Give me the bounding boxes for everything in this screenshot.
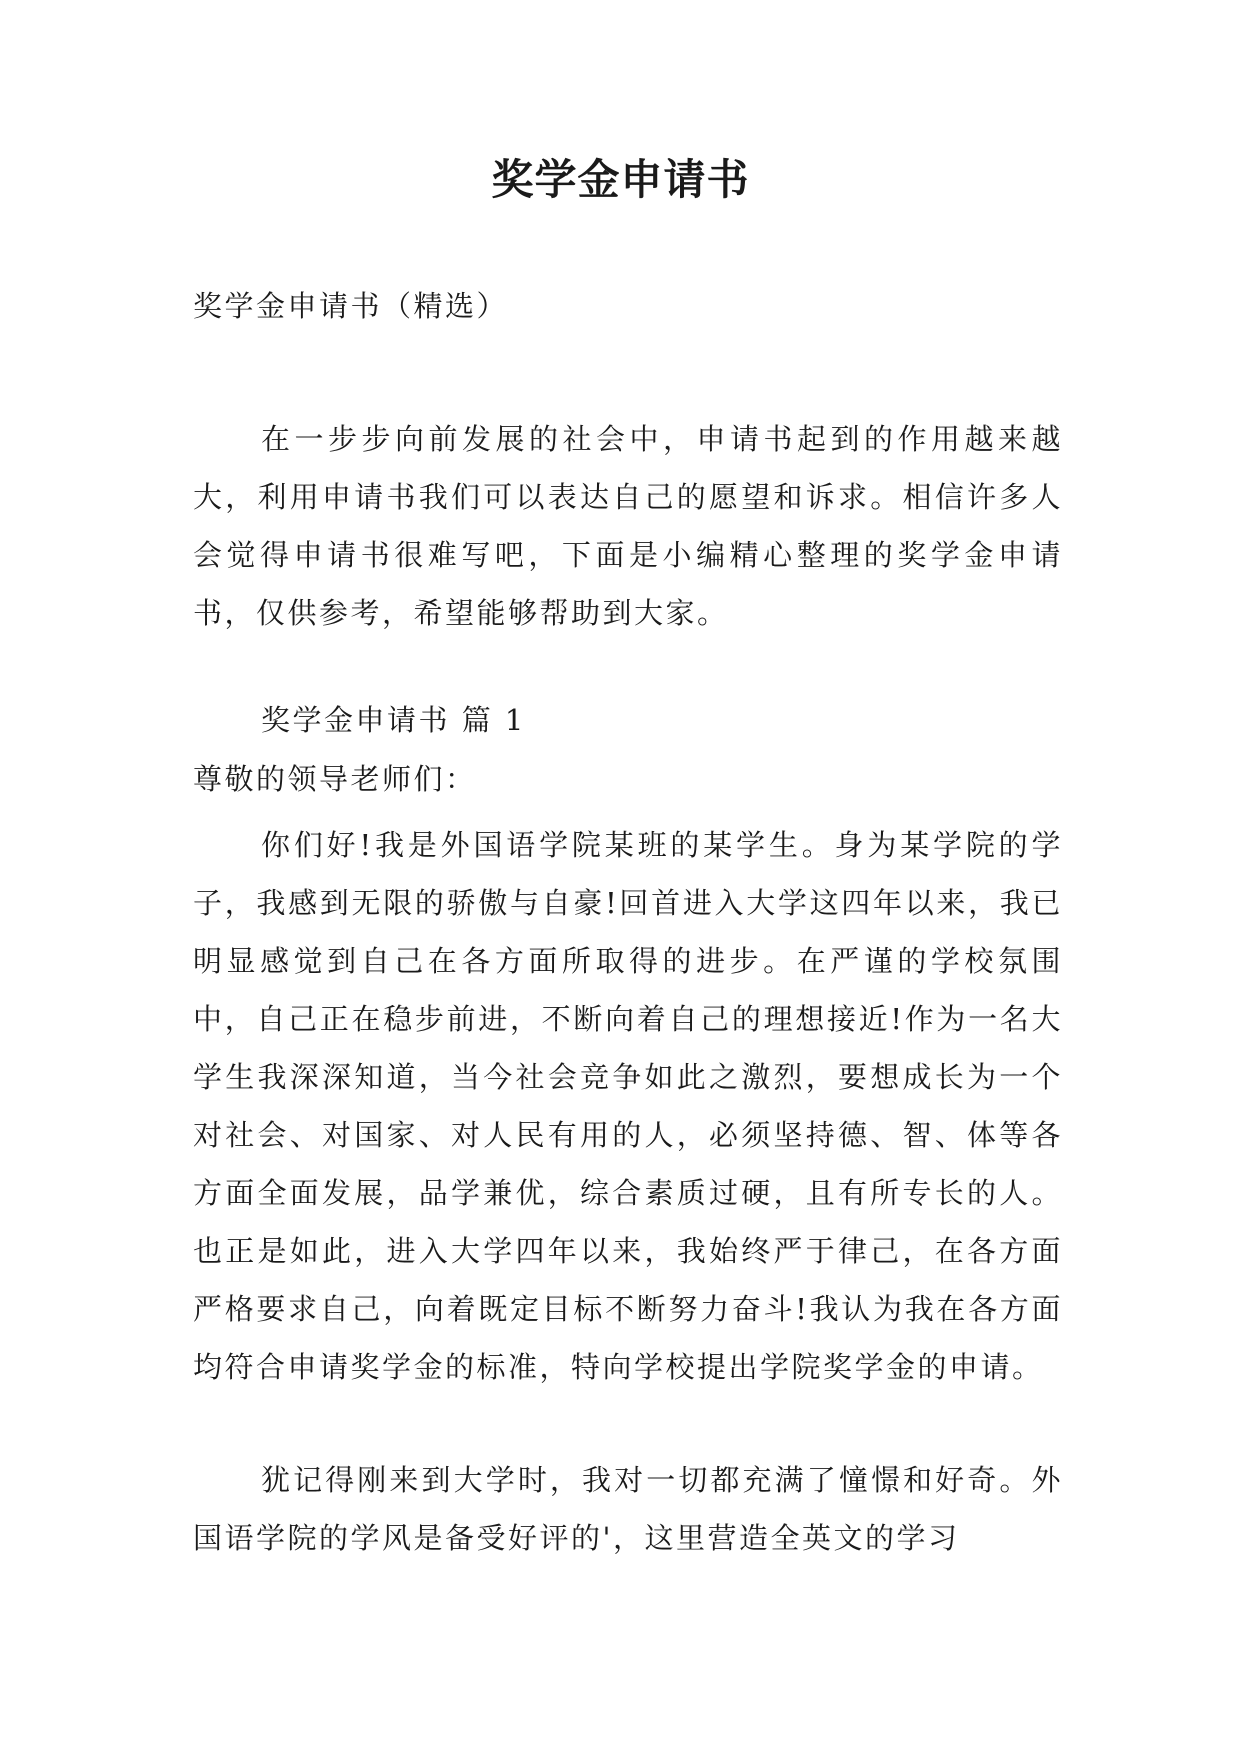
document-title: 奖学金申请书 bbox=[491, 155, 750, 204]
body-paragraph: 犹记得刚来到大学时，我对一切都充满了憧憬和好奇。外国语学院的学风是备受好评的'，这里营造全英文的学习 bbox=[193, 1463, 1063, 1555]
body-paragraph: 你们好!我是外国语学院某班的某学生。身为某学院的学子，我感到无限的骄傲与自豪!回首进入大学这四年以来，我已明显感觉到自己在各方面所取得的进步。在严谨的学校氛围中，自己正在稳步前进，不断向着自己的理想接近!作为一名大学生我深深知道，当今社会竞争如此之激烈，要想成长为一个对社会、对国家、对人民有用的人，必须坚持德、智、体等各方面全面发展，品学兼优，综合素质过硬，且有所专长的人。也正是如此，进入大学四年以来，我始终严于律己，在各方面严格要求自己，向着既定目标不断努力奋斗!我认为我在各方面均符合申请奖学金的标准，特向学校提出学院奖学金的申请。 bbox=[193, 828, 1063, 1384]
salutation: 尊敬的领导老师们： bbox=[193, 762, 477, 796]
section-heading: 奖学金申请书 篇 1 bbox=[261, 703, 526, 737]
intro-paragraph: 在一步步向前发展的社会中，申请书起到的作用越来越大，利用申请书我们可以表达自己的愿望和诉求。相信许多人会觉得申请书很难写吧，下面是小编精心整理的奖学金申请书，仅供参考，希望能够帮助到大家。 bbox=[193, 422, 1063, 630]
document-subtitle: 奖学金申请书（精选） bbox=[193, 289, 509, 323]
